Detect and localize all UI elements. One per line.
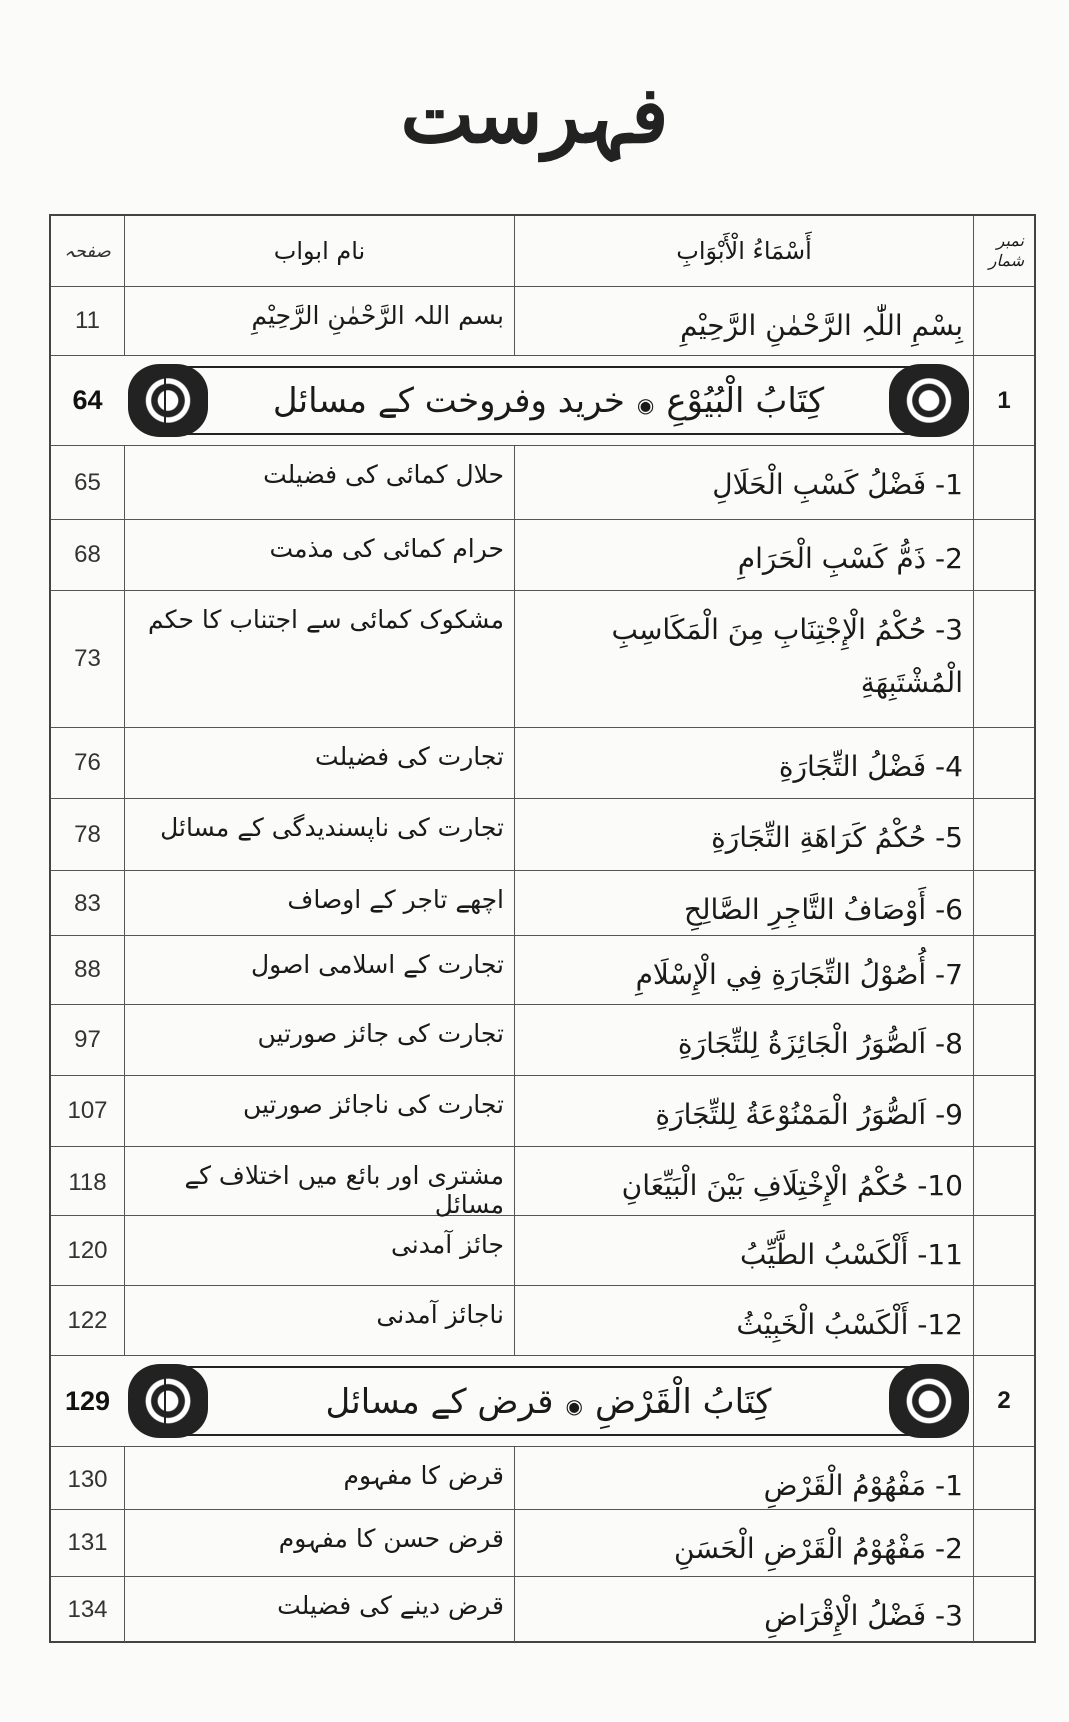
page-number: 68 <box>74 541 101 568</box>
urdu-title: تجارت کی جائز صورتیں <box>124 1005 514 1075</box>
arabic-title: 4- فَضْلُ التِّجَارَةِ <box>514 728 973 798</box>
ornament-icon <box>889 1364 969 1438</box>
header-page: صفحہ <box>64 240 111 261</box>
page-number: 73 <box>74 645 101 672</box>
table-row <box>51 799 1034 871</box>
arabic-title: 3- حُكْمُ الْإِجْتِنَابِ مِنَ الْمَكَاسِبِ الْمُشْتَبِهَةِ <box>514 591 973 727</box>
urdu-title: ناجائز آمدنی <box>124 1286 514 1355</box>
serial-number <box>973 936 1034 1004</box>
chapter-number: 1 <box>973 356 1034 445</box>
serial-number <box>973 287 1034 355</box>
chapter-banner <box>124 1356 973 1446</box>
contents-table <box>49 214 1036 1643</box>
serial-number <box>973 520 1034 590</box>
table-row <box>51 1216 1034 1286</box>
page-number: 122 <box>67 1306 108 1334</box>
page-number: 131 <box>67 1529 108 1556</box>
arabic-title: 11- أَلْكَسْبُ الطَّيِّبُ <box>514 1216 973 1285</box>
chapter-number: 2 <box>973 1356 1034 1446</box>
urdu-title: جائز آمدنی <box>124 1216 514 1285</box>
table-row <box>51 1147 1034 1219</box>
table-row <box>51 287 1034 356</box>
urdu-title: اچھے تاجر کے اوصاف <box>124 871 514 936</box>
table-row <box>51 1510 1034 1577</box>
serial-number <box>973 1147 1034 1219</box>
arabic-title: 7- أُصُوْلُ التِّجَارَةِ فِي الْإِسْلَامِ <box>514 936 973 1004</box>
serial-number <box>973 1076 1034 1146</box>
page-number: 97 <box>74 1026 101 1053</box>
page-number: 118 <box>68 1169 107 1196</box>
urdu-title: قرض حسن کا مفہوم <box>124 1510 514 1576</box>
urdu-title: تجارت کی ناجائز صورتیں <box>124 1076 514 1146</box>
table-row <box>51 1286 1034 1356</box>
page-number: 129 <box>64 1385 111 1416</box>
urdu-title: مشکوک کمائی سے اجتناب کا حکم <box>124 591 514 727</box>
urdu-title: تجارت کی ناپسندیدگی کے مسائل <box>124 799 514 870</box>
chapter-arabic-title: كِتَابُ الْقَرْضِ <box>594 1381 772 1422</box>
table-row <box>51 1076 1034 1147</box>
table-row <box>51 520 1034 591</box>
urdu-title: تجارت کے اسلامی اصول <box>124 936 514 1004</box>
arabic-title: 2- ذَمُّ كَسْبِ الْحَرَامِ <box>514 520 973 590</box>
arabic-title: 6- أَوْصَافُ التَّاجِرِ الصَّالِحِ <box>514 871 973 936</box>
separator-icon: ◉ <box>636 393 655 417</box>
serial-number <box>973 1510 1034 1576</box>
arabic-title: 10- حُكْمُ الْإِخْتِلَافِ بَيْنَ الْبَيِّعَانِ <box>514 1147 973 1219</box>
page-number: 11 <box>75 307 100 334</box>
arabic-title: 1- مَفْهُوْمُ الْقَرْضِ <box>514 1447 973 1512</box>
urdu-title: قرض دینے کی فضیلت <box>124 1577 514 1642</box>
arabic-title: 9- اَلصُّوَرُ الْمَمْنُوْعَةُ لِلتِّجَارَةِ <box>514 1076 973 1146</box>
arabic-title: 1- فَضْلُ كَسْبِ الْحَلَالِ <box>514 446 973 519</box>
serial-number <box>973 1286 1034 1355</box>
table-row <box>51 591 1034 728</box>
page-number: 134 <box>67 1595 108 1623</box>
page-number: 130 <box>67 1465 108 1493</box>
page-number: 107 <box>67 1097 108 1124</box>
ornament-icon <box>889 364 969 437</box>
page-number: 120 <box>67 1236 108 1264</box>
table-row <box>51 1005 1034 1076</box>
table-row <box>51 1577 1034 1641</box>
serial-number <box>973 1577 1034 1642</box>
table-row <box>51 871 1034 936</box>
urdu-title: قرض کا مفہوم <box>124 1447 514 1512</box>
page-number: 78 <box>74 820 101 848</box>
serial-number <box>973 799 1034 870</box>
serial-number <box>973 871 1034 936</box>
table-row <box>51 1447 1034 1510</box>
header-arabic-title: أَسْمَاءُ الْأَبْوَابِ <box>514 216 973 286</box>
urdu-title: تجارت کی فضیلت <box>124 728 514 798</box>
serial-number <box>973 1005 1034 1075</box>
arabic-title: 2- مَفْهُوْمُ الْقَرْضِ الْحَسَنِ <box>514 1510 973 1576</box>
arabic-title: 5- حُكْمُ كَرَاهَةِ التِّجَارَةِ <box>514 799 973 870</box>
serial-number <box>973 1216 1034 1285</box>
chapter-urdu-title: قرض کے مسائل <box>325 1381 554 1422</box>
header-urdu-title: نام ابواب <box>124 216 514 286</box>
chapter-banner <box>124 356 973 445</box>
table-row <box>51 446 1034 520</box>
serial-number <box>973 1447 1034 1512</box>
arabic-title: 8- اَلصُّوَرُ الْجَائِزَةُ لِلتِّجَارَةِ <box>514 1005 973 1075</box>
chapter-arabic-title: كِتَابُ الْبُيُوْعِ <box>666 381 825 421</box>
page-number: 88 <box>74 956 101 983</box>
serial-number <box>973 591 1034 727</box>
page-number: 64 <box>72 385 103 415</box>
serial-number <box>973 446 1034 519</box>
arabic-title: 12- أَلْكَسْبُ الْخَبِيْثُ <box>514 1286 973 1355</box>
page-number: 65 <box>74 468 101 496</box>
chapter-title <box>273 380 824 421</box>
table-row <box>51 936 1034 1005</box>
chapter-row <box>51 356 1034 446</box>
urdu-title: بسم اللہ الرَّحْمٰنِ الرَّحِیْمِ <box>124 287 514 355</box>
arabic-title: 3- فَضْلُ الْإِقْرَاضِ <box>514 1577 973 1642</box>
chapter-row <box>51 1356 1034 1447</box>
page-number: 76 <box>74 749 101 776</box>
table-row <box>51 728 1034 799</box>
header-number: نمبر شمار <box>973 216 1034 286</box>
arabic-title: بِسْمِ اللّٰہِ الرَّحْمٰنِ الرَّحِیْمِ <box>514 287 973 355</box>
page-title: فہرست <box>400 70 669 161</box>
separator-icon: ◉ <box>565 1393 583 1418</box>
table-header <box>51 216 1034 287</box>
urdu-title: مشتری اور بائع میں اختلاف کے مسائل <box>124 1147 514 1219</box>
urdu-title: حلال کمائی کی فضیلت <box>124 446 514 519</box>
urdu-title: حرام کمائی کی مذمت <box>124 520 514 590</box>
serial-number <box>973 728 1034 798</box>
chapter-urdu-title: خرید وفروخت کے مسائل <box>272 381 625 421</box>
page-number: 83 <box>74 889 101 917</box>
chapter-title <box>326 1381 772 1422</box>
